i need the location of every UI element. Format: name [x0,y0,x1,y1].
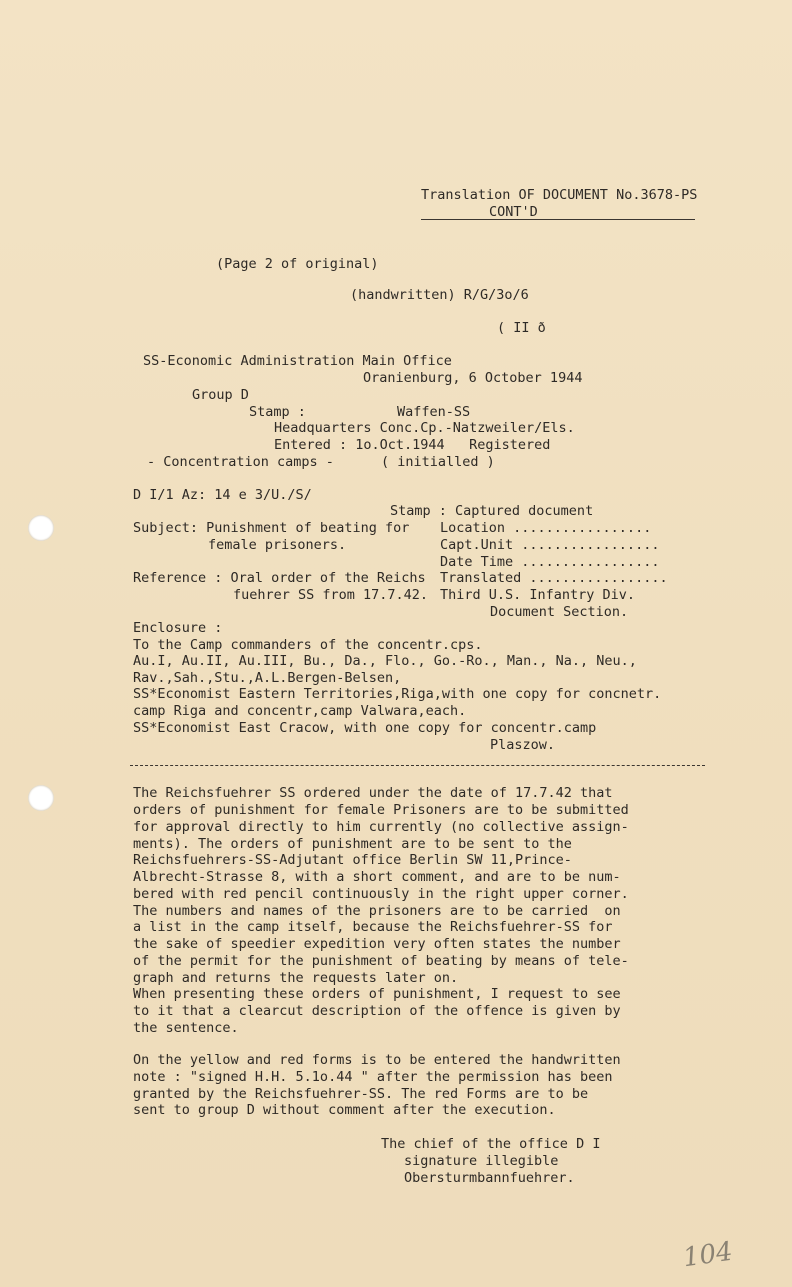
enclosure-line: SS*Economist East Cracow, with one copy for concentr.camp [133,720,597,736]
body-line: to it that a clearcut description of the offence is given by [133,1003,621,1019]
body-line: note : "signed H.H. 5.1o.44 " after the permission has been [133,1069,613,1085]
reference-line: Reference : Oral order of the Reichs [133,570,426,586]
body-line: The numbers and names of the prisoners are to be carried on [133,903,621,919]
enclosure-line: camp Riga and concentr,camp Valwara,each. [133,703,467,719]
subject-continuation: female prisoners. [208,537,347,553]
stamp-label: Stamp : [249,404,306,420]
captured-division: Third U.S. Infantry Div. [440,587,636,603]
punch-hole [28,515,54,541]
captured-date-time: Date Time ................. [440,554,660,570]
body-line: the sentence. [133,1020,239,1036]
file-reference: D I/1 Az: 14 e 3/U./S/ [133,487,312,503]
concentration-camps-label: - Concentration camps - [147,454,334,470]
body-line: sent to group D without comment after the execution. [133,1102,556,1118]
captured-stamp: Stamp : Captured document [390,503,594,519]
subject-line: Subject: Punishment of beating for [133,520,410,536]
signature-title: The chief of the office D I [381,1136,601,1152]
body-line: The Reichsfuehrer SS ordered under the date of 17.7.42 that [133,785,613,801]
body-line: When presenting these orders of punishment, I request to see [133,986,621,1002]
body-line: the sake of speedier expedition very often states the number [133,936,621,952]
header-underline [421,219,695,220]
body-line: On the yellow and red forms is to be entered the handwritten [133,1052,621,1068]
enclosure-line: Au.I, Au.II, Au.III, Bu., Da., Flo., Go.-Ro., Man., Na., Neu., [133,653,637,669]
body-line: bered with red pencil continuously in the right upper corner. [133,886,629,902]
captured-unit: Capt.Unit ................. [440,537,660,553]
body-line: for approval directly to him currently (no collective assign- [133,819,629,835]
page-info: (Page 2 of original) [216,256,379,272]
entered-line: Entered : 1o.Oct.1944 Registered [274,437,551,453]
translation-title: Translation OF DOCUMENT No.3678-PS [421,187,698,203]
enclosure-line: Rav.,Sah.,Stu.,A.L.Bergen-Belsen, [133,670,402,686]
body-line: of the permit for the punishment of beating by means of tele- [133,953,629,969]
group-label: Group D [192,387,249,403]
page-number: 104 [681,1236,735,1274]
body-line: a list in the camp itself, because the Reichsfuehrer-SS for [133,919,613,935]
body-line: granted by the Reichsfuehrer-SS. The red Forms are to be [133,1086,589,1102]
section-divider [130,765,705,766]
sender-office: SS-Economic Administration Main Office [143,353,452,369]
handwritten-reference: (handwritten) R/G/3o/6 [350,287,529,303]
enclosure-line: To the Camp commanders of the concentr.cps. [133,637,483,653]
body-line: Albrecht-Strasse 8, with a short comment, and are to be num- [133,869,621,885]
roman-numeral: ( II ð [497,320,546,336]
enclosure-last: Plaszow. [490,737,556,753]
signature-note: signature illegible [404,1153,559,1169]
initialled-label: ( initialled ) [381,454,495,470]
stamp-value: Waffen-SS [397,404,471,420]
captured-section: Document Section. [490,604,629,620]
headquarters-line: Headquarters Conc.Cp.-Natzweiler/Els. [274,420,575,436]
contd-label: CONT'D [489,204,538,220]
punch-hole [28,785,54,811]
body-line: Reichsfuehrers-SS-Adjutant office Berlin SW 11,Prince- [133,852,572,868]
body-line: graph and returns the requests later on. [133,970,459,986]
captured-translated: Translated ................. [440,570,668,586]
body-line: orders of punishment for female Prisoners are to be submitted [133,802,629,818]
captured-location: Location ................. [440,520,652,536]
enclosure-line: Enclosure : [133,620,223,636]
enclosure-line: SS*Economist Eastern Territories,Riga,with one copy for concnetr. [133,686,662,702]
body-line: ments). The orders of punishment are to be sent to the [133,836,572,852]
signature-rank: Obersturmbannfuehrer. [404,1170,575,1186]
place-date: Oranienburg, 6 October 1944 [363,370,583,386]
reference-continuation: fuehrer SS from 17.7.42. [233,587,429,603]
